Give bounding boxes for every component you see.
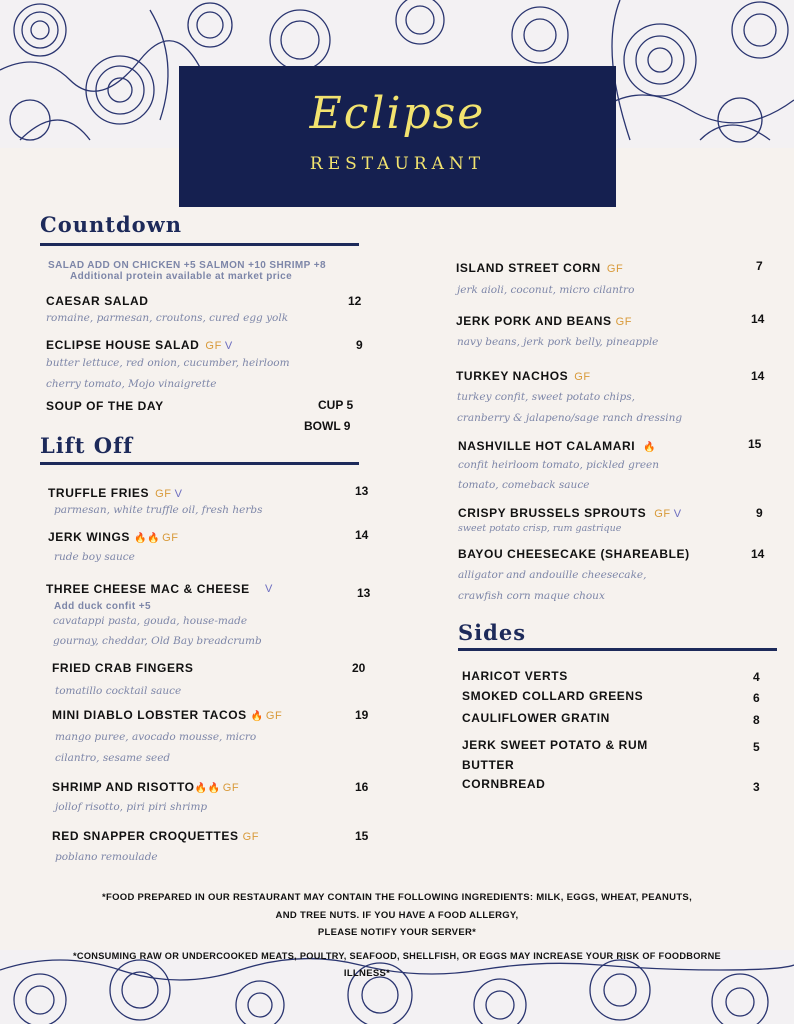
menu-item-price: 12: [348, 294, 362, 308]
menu-item-name: SOUP OF THE DAY: [46, 399, 164, 413]
menu-item-desc: crawfish corn maque choux: [458, 590, 605, 602]
bowl-label: BOWL 9: [304, 419, 351, 433]
menu-item-desc: cilantro, sesame seed: [55, 752, 171, 764]
menu-item-name: THREE CHEESE MAC & CHEESE: [46, 582, 250, 596]
side-item-name: CAULIFLOWER GRATIN: [462, 711, 610, 725]
menu-item-price: 20: [352, 661, 366, 675]
menu-item-price: 14: [751, 369, 765, 383]
menu-item-desc: sweet potato crisp, rum gastrique: [458, 523, 622, 534]
menu-item-name: ISLAND STREET CORN GF: [456, 261, 624, 275]
cup-label: CUP 5: [318, 398, 354, 412]
menu-item-price: 14: [751, 547, 765, 561]
side-item-price: 4: [753, 670, 760, 684]
vegan-tag: V: [224, 340, 233, 352]
side-item-name-cont: BUTTER: [462, 758, 515, 772]
menu-item-price: 16: [355, 780, 369, 794]
side-item-name: HARICOT VERTS: [462, 669, 568, 683]
menu-item-price: 7: [756, 259, 763, 273]
spicy-icon: 🔥🔥: [194, 783, 221, 794]
menu-item-desc: rude boy sauce: [54, 551, 135, 563]
liftoff-rule: [40, 462, 359, 465]
section-countdown-title: Countdown: [40, 212, 182, 237]
menu-item-desc: tomato, comeback sauce: [458, 479, 590, 491]
gf-tag: GF: [574, 371, 591, 383]
side-item-name: CORNBREAD: [462, 777, 546, 791]
menu-item-name: MINI DIABLO LOBSTER TACOS 🔥 GF: [52, 708, 283, 722]
gf-tag: GF: [265, 710, 283, 722]
side-item-price: 6: [753, 691, 760, 705]
gf-tag: GF: [162, 532, 179, 544]
gf-tag: GF: [615, 316, 633, 328]
menu-item-name: FRIED CRAB FINGERS: [52, 661, 194, 675]
allergy-notice: *FOOD PREPARED IN OUR RESTAURANT MAY CONTAIN THE FOLLOWING INGREDIENTS: MILK, EGGS, WHEAT, PEANUTS,: [101, 892, 693, 903]
menu-item-price: 19: [355, 708, 369, 722]
menu-item-price: 13: [355, 484, 369, 498]
vegan-tag: V: [174, 488, 183, 500]
salad-addon-note: SALAD ADD ON CHICKEN +5 SALMON +10 SHRIMP +8: [48, 260, 326, 271]
raw-food-notice: *CONSUMING RAW OR UNDERCOOKED MEATS, POULTRY, SEAFOOD, SHELLFISH, OR EGGS MAY INCREASE YOUR RISK OF FOODBORNE: [73, 951, 721, 961]
menu-item-desc: cranberry & jalapeno/sage ranch dressing: [457, 412, 683, 424]
menu-item-desc: jollof risotto, piri piri shrimp: [55, 801, 208, 813]
add-on-note: Add duck confit +5: [54, 601, 151, 612]
sides-rule: [458, 648, 777, 651]
side-item-name: SMOKED COLLARD GREENS: [462, 689, 644, 703]
menu-item-name: BAYOU CHEESECAKE (SHAREABLE): [458, 547, 690, 561]
restaurant-name: Eclipse: [309, 88, 486, 139]
spicy-icon: 🔥: [643, 442, 657, 453]
menu-item-desc: navy beans, jerk pork belly, pineapple: [457, 336, 659, 348]
side-item-price: 8: [753, 713, 760, 727]
item-label: ECLIPSE HOUSE SALAD: [46, 338, 200, 352]
menu-item-price: 14: [355, 528, 369, 542]
countdown-rule: [40, 243, 359, 246]
gf-tag: GF: [205, 340, 222, 352]
menu-item-name: JERK WINGS 🔥🔥 GF: [48, 530, 179, 544]
gf-tag: GF: [654, 508, 671, 520]
menu-item-desc: confit heirloom tomato, pickled green: [458, 459, 660, 471]
menu-item-name: [46, 338, 233, 352]
menu-item-price: 9: [756, 506, 763, 520]
restaurant-subtitle: RESTAURANT: [309, 154, 486, 174]
side-item-price: 3: [753, 780, 760, 794]
menu-item-desc: tomatillo cocktail sauce: [55, 685, 182, 697]
menu-item-name: RED SNAPPER CROQUETTES GF: [52, 829, 260, 843]
menu-item-price: 15: [355, 829, 369, 843]
menu-item-price: 9: [356, 338, 363, 352]
bottom-pattern: [0, 950, 794, 1024]
menu-item-name: CRISPY BRUSSELS SPROUTS GF V: [458, 506, 682, 520]
vegan-tag: V: [673, 508, 682, 520]
menu-item-price: 15: [748, 437, 762, 451]
menu-item-desc: parmesan, white truffle oil, fresh herbs: [54, 504, 263, 516]
allergy-notice: PLEASE NOTIFY YOUR SERVER*: [317, 927, 477, 938]
menu-item-desc: cherry tomato, Mojo vinaigrette: [46, 378, 217, 390]
menu-item-price: 13: [357, 586, 371, 600]
spicy-icon: 🔥🔥: [134, 533, 161, 544]
menu-item-desc: jerk aioli, coconut, micro cilantro: [457, 284, 635, 296]
menu-item-desc: poblano remoulade: [55, 851, 158, 863]
spicy-icon: 🔥: [250, 711, 264, 722]
menu-item-desc: alligator and andouille cheesecake,: [458, 569, 647, 581]
gf-tag: GF: [222, 782, 240, 794]
allergy-notice: AND TREE NUTS. IF YOU HAVE A FOOD ALLERGY,: [275, 910, 519, 921]
menu-item-name: TURKEY NACHOS GF: [456, 369, 591, 383]
menu-item-desc: cavatappi pasta, gouda, house-made: [53, 615, 248, 627]
protein-note: Additional protein available at market price: [70, 271, 293, 282]
title-banner: [179, 66, 616, 207]
gf-tag: GF: [242, 831, 260, 843]
section-liftoff-title: Lift Off: [40, 433, 134, 458]
menu-item-desc: romaine, parmesan, croutons, cured egg yolk: [46, 312, 289, 324]
menu-item-name: TRUFFLE FRIES GF V: [48, 486, 183, 500]
menu-item-desc: butter lettuce, red onion, cucumber, heirloom: [46, 357, 290, 369]
menu-item-desc: turkey confit, sweet potato chips,: [457, 391, 635, 403]
gf-tag: GF: [155, 488, 172, 500]
menu-item-price: 14: [751, 312, 765, 326]
gf-tag: GF: [606, 263, 624, 275]
menu-item-name: SHRIMP AND RISOTTO🔥🔥 GF: [52, 780, 240, 794]
raw-food-notice: ILLNESS*: [343, 968, 391, 979]
side-item-price: 5: [753, 740, 760, 754]
side-item-name: JERK SWEET POTATO & RUM: [462, 738, 648, 752]
menu-item-desc: mango puree, avocado mousse, micro: [55, 731, 257, 743]
menu-item-name: NASHVILLE HOT CALAMARI 🔥: [458, 439, 657, 453]
menu-item-name: JERK PORK AND BEANS GF: [456, 314, 633, 328]
menu-item-name: CAESAR SALAD: [46, 294, 149, 308]
section-sides-title: Sides: [458, 620, 527, 645]
menu-item-desc: gournay, cheddar, Old Bay breadcrumb: [53, 635, 262, 647]
vegan-tag: V: [265, 583, 273, 595]
